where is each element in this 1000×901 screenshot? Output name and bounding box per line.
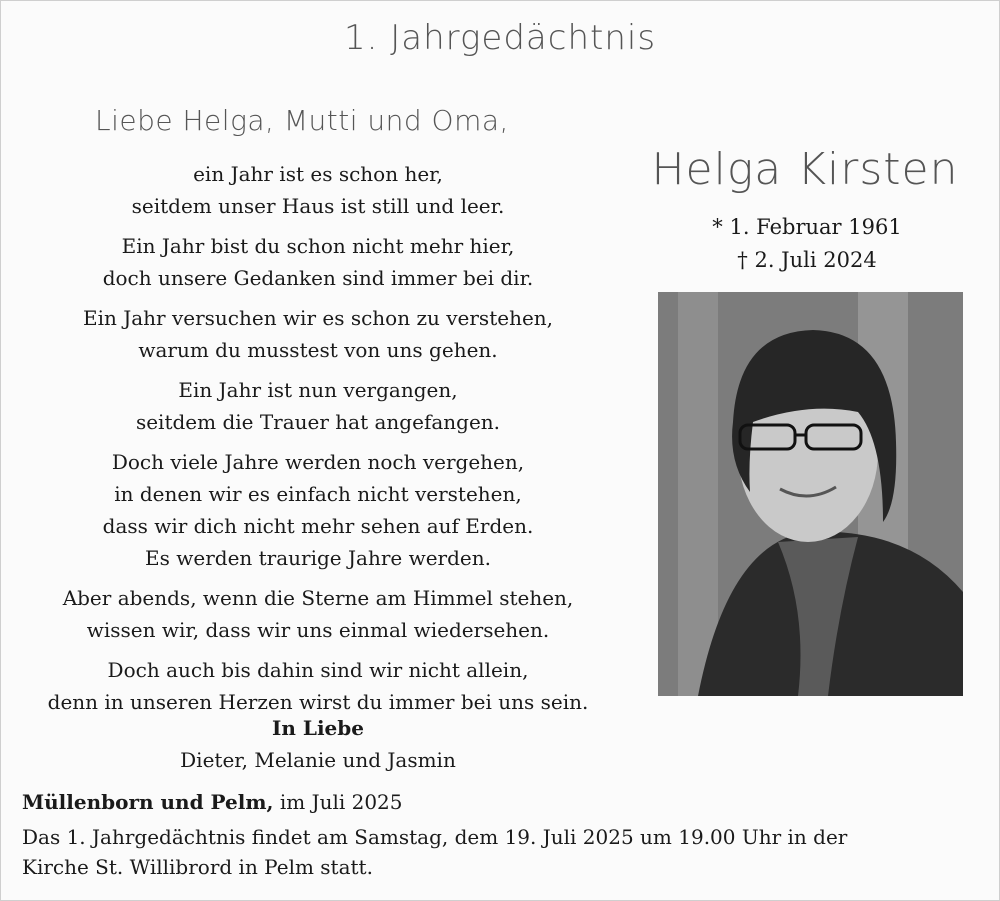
notice-line: Das 1. Jahrgedächtnis findet am Samstag, dem 19. Juli 2025 um 19.00 Uhr in der <box>22 825 848 849</box>
poem-line: Doch auch bis dahin sind wir nicht allein, <box>107 658 529 682</box>
life-dates <box>612 211 1000 277</box>
poem-stanza <box>0 582 636 646</box>
signoff-names: Dieter, Melanie und Jasmin <box>180 748 456 772</box>
poem-stanza <box>0 654 636 718</box>
poem <box>0 158 636 726</box>
birth-date: * 1. Februar 1961 <box>712 215 902 239</box>
poem-stanza <box>0 230 636 294</box>
salutation: Liebe Helga, Mutti und Oma, <box>95 104 509 137</box>
death-date: † 2. Juli 2024 <box>737 248 877 272</box>
deceased-name: Helga Kirsten <box>651 144 959 195</box>
poem-line: doch unsere Gedanken sind immer bei dir. <box>102 266 534 290</box>
signoff-in-love: In Liebe <box>272 716 364 740</box>
poem-stanza <box>0 158 636 222</box>
poem-line: Ein Jahr bist du schon nicht mehr hier, <box>121 234 515 258</box>
page-title: 1. Jahrgedächtnis <box>343 18 657 58</box>
poem-line: Doch viele Jahre werden noch vergehen, <box>111 450 525 474</box>
place-date: im Juli 2025 <box>279 790 403 814</box>
notice-line: Kirche St. Willibrord in Pelm statt. <box>22 855 373 879</box>
place-and-date <box>22 790 403 814</box>
poem-stanza <box>0 302 636 366</box>
poem-line: ein Jahr ist es schon her, <box>193 162 443 186</box>
signoff <box>0 712 636 776</box>
poem-line: Ein Jahr versuchen wir es schon zu verstehen, <box>82 306 554 330</box>
poem-line: seitdem die Trauer hat angefangen. <box>135 410 501 434</box>
poem-line: seitdem unser Haus ist still und leer. <box>131 194 505 218</box>
poem-line: Es werden traurige Jahre werden. <box>145 546 491 570</box>
poem-line: denn in unseren Herzen wirst du immer bei uns sein. <box>47 690 589 714</box>
poem-stanza <box>0 374 636 438</box>
poem-line: in denen wir es einfach nicht verstehen, <box>114 482 522 506</box>
memorial-notice <box>22 822 922 882</box>
poem-line: warum du musstest von uns gehen. <box>138 338 498 362</box>
poem-line: dass wir dich nicht mehr sehen auf Erden. <box>102 514 534 538</box>
poem-line: wissen wir, dass wir uns einmal wiedersehen. <box>86 618 550 642</box>
place-location: Müllenborn und Pelm, <box>22 790 274 814</box>
portrait-illustration <box>658 292 963 696</box>
portrait-photo <box>658 292 963 696</box>
poem-stanza <box>0 446 636 574</box>
poem-line: Aber abends, wenn die Sterne am Himmel stehen, <box>62 586 574 610</box>
poem-line: Ein Jahr ist nun vergangen, <box>178 378 458 402</box>
